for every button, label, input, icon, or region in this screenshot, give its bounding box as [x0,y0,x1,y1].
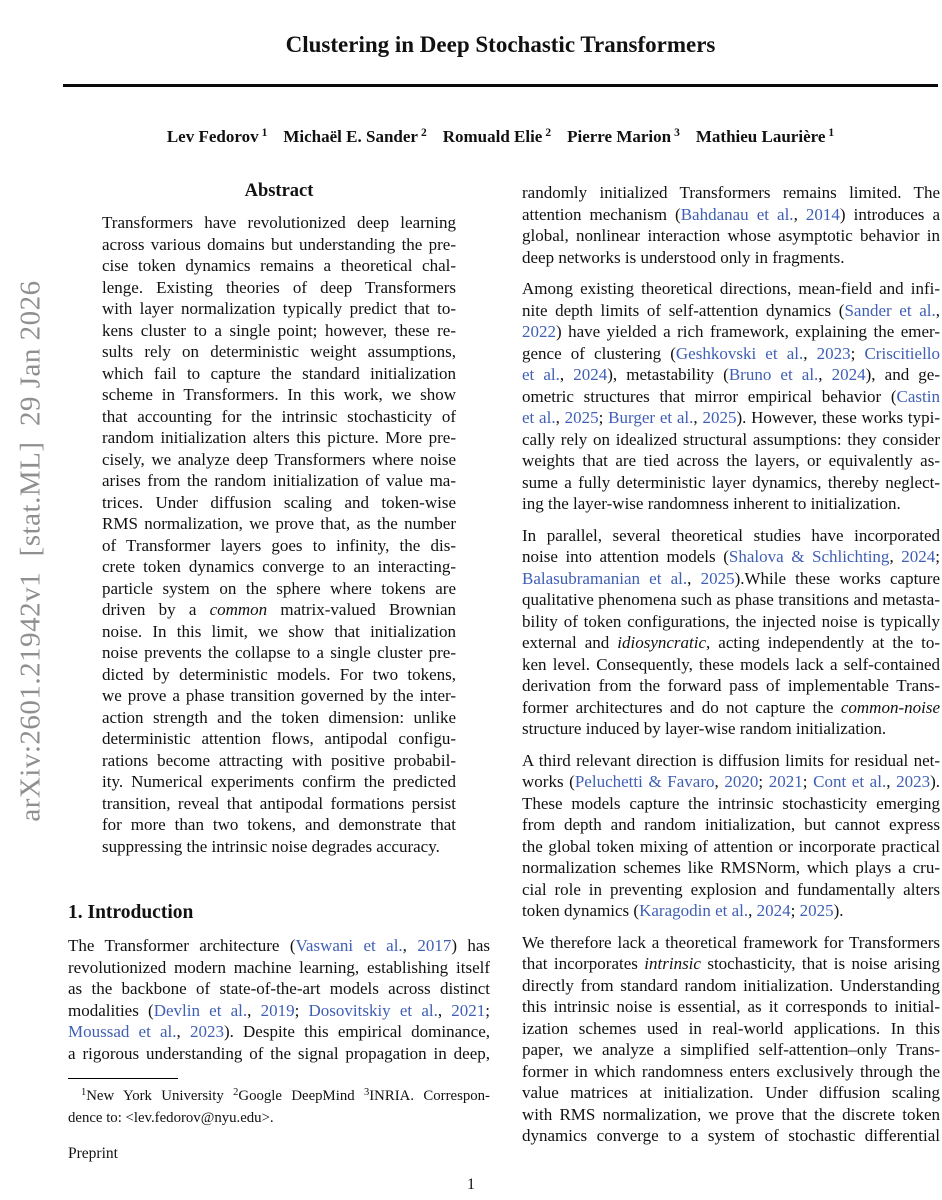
text-line: driven by a common matrix-valued Brownian [102,600,456,619]
emphasis-text: idiosyncratic [617,633,707,652]
paragraph [522,750,940,922]
citation-link[interactable]: 2023 [189,1022,224,1041]
text-line: crete token dynamics converge to an interacting- [102,557,456,576]
citation-link[interactable]: 2024 [756,901,791,920]
citation-link[interactable]: Burger et al. [608,408,694,427]
citation-link[interactable]: 2025 [799,901,834,920]
text-line: ometric structures that mirror empirical behavior (Castin [522,386,940,406]
citation-link[interactable]: 2014 [805,204,840,224]
emphasis-text: intrinsic [644,954,701,973]
citation-link[interactable]: Vaswani et al. [295,936,403,955]
text-line: revolutionized modern machine learning, establishing itself [68,957,490,977]
text-line: modalities (Devlin et al., 2019; Dosovitskiy et al., 2021; [68,1000,491,1020]
text-line: A third relevant direction is diffusion limits for residual net- [522,750,940,770]
text-line: this intrinsic noise is essential, as it corresponds to initial- [522,997,940,1016]
citation-link[interactable]: 2025 [702,408,737,427]
citation-link[interactable]: Moussad et al. [68,1022,177,1041]
text-line: Moussad et al., 2023). Despite this empirical dominance, [68,1022,491,1041]
citation-link[interactable]: 2019 [260,1000,295,1020]
citation-link[interactable]: 2024 [901,547,936,566]
text-line: dynamics converge to a system of stochastic differential [522,1126,940,1145]
citation-link[interactable]: 2023 [896,772,931,791]
text-line: structure induced by layer-wise random initialization. [522,719,887,738]
text-line: sults rely on deterministic weight assumptions, [102,342,456,361]
text-line: Among existing theoretical directions, mean-field and infi- [522,279,940,298]
citation-link[interactable]: Devlin et al. [153,1000,248,1020]
text-line: rations become attracting with positive probabil- [102,750,456,770]
section-heading-introduction: 1. Introduction [68,902,194,923]
paragraph [522,525,940,740]
text-line: weights that are tied across the layers, or equivalently as- [522,451,940,470]
text-line: randomly initialized Transformers remains limited. The [522,183,940,202]
citation-link[interactable]: Bruno et al. [728,365,819,384]
citation-link[interactable]: et al. [522,365,560,384]
text-line: value matrices at initialization. Under diffusion scaling [522,1083,940,1102]
text-line: Balasubramanian et al., 2025).While these works capture [522,568,941,588]
text-line: $^1$New York University $^2$Google DeepMind $^3$INRIA. Correspon- [81,1087,490,1104]
text-line: noise. In this limit, we show that initialization [102,621,456,641]
left-column [68,180,490,1064]
author-affiliation-sup: 3 [674,127,680,139]
text-line: particle system on the sphere where tokens are [102,578,456,598]
citation-link[interactable]: Dosovitskiy et al. [308,1000,438,1020]
text-line: of Transformer layers goes to infinity, the dis- [102,535,456,555]
text-line: derivation from the forward pass of implementable Trans- [522,676,940,695]
text-line: with RMS normalization, we prove that the discrete token [522,1104,940,1124]
text-line: ing the layer-wise randomness inherent to initialization. [522,494,901,513]
footnote-text [68,1086,490,1129]
text-line: et al., 2025; Burger et al., 2025). However, these works typi- [522,408,940,427]
text-line: ken level. Consequently, these models lack a self-contained [522,654,940,674]
author [696,127,834,146]
citation-link[interactable]: 2017 [417,936,452,955]
text-line: noise prevents the collapse to a single cluster pre- [102,643,456,662]
paper-title: Clustering in Deep Stochastic Transformers [285,32,716,57]
text-line: global, nonlinear interaction whose asymptotic behavior in [522,226,940,245]
author-name: Romuald Elie [442,127,543,146]
text-line: cisely, we analyze deep Transformers where noise [102,449,456,469]
citation-link[interactable]: 2021 [768,772,803,791]
text-line: with layer normalization typically predict that to- [102,299,456,318]
citation-link[interactable]: Sander et al. [844,300,936,320]
text-line: directly from standard random initialization. Understanding [522,975,940,995]
text-line: dicted by deterministic models. For two tokens, [102,664,456,684]
emphasis-text: common [209,600,268,619]
citation-link[interactable]: 2024 [831,365,866,384]
text-line: we prove a phase transition governed by the inter- [102,686,456,705]
footnote-rule [68,1078,178,1079]
text-line: noise into attention models (Shalova & Schlichting, 2024; [522,547,940,566]
author-affiliation-sup: 2 [420,127,427,139]
text-line: trices. Under diffusion scaling and token-wise [102,492,456,512]
text-line: former in which randomness enters exclusively through the [522,1061,940,1081]
text-line: In parallel, several theoretical studies have incorporated [522,525,940,545]
author [167,127,268,146]
text-line: Transformers have revolutionized deep learning [102,213,456,232]
footnote-block [68,1078,490,1163]
citation-link[interactable]: 2021 [451,1000,486,1020]
paragraph [522,278,940,515]
text-line: gence of clustering (Geshkovski et al., 2023; Criscitiello [522,343,941,363]
page-number: 1 [467,1176,475,1193]
citation-link[interactable]: 2025 [700,568,735,588]
text-line: bility of token configurations, the injected noise is typically [522,611,940,631]
text-line: We therefore lack a theoretical framework for Transformers [522,932,940,952]
text-line: works (Peluchetti & Favaro, 2020; 2021; Cont et al., 2023). [522,772,941,791]
text-line: RMS normalization, we prove that, as the number [102,514,456,533]
text-line: deterministic attention flows, antipodal configu- [102,729,456,748]
superscript: 2 [233,1087,239,1098]
paragraph [522,182,940,268]
author [283,127,426,146]
citation-link[interactable]: Geshkovski et al. [675,343,804,363]
citation-link[interactable]: Shalova & Schlichting [728,547,890,566]
text-line: transition, reveal that antipodal formations persist [102,793,456,813]
citation-link[interactable]: Castin [896,386,940,406]
author-affiliation-sup: 1 [828,127,835,139]
text-line: a rigorous understanding of the signal propagation in deep, [68,1043,490,1063]
text-line: attention mechanism (Bahdanau et al., 2014) introduces a [522,204,941,224]
text-line: ity. Numerical experiments confirm the predicted [102,772,456,791]
text-line: suppressing the intrinsic noise degrades accuracy. [102,836,440,856]
text-line: the global token mixing of attention or incorporate practical [522,836,940,856]
citation-link[interactable]: 2024 [573,365,608,384]
text-line: paper, we analyze a simplified self-attention–only Trans- [522,1040,940,1059]
text-line: action strength and the token dimension: unlike [102,707,456,727]
citation-link[interactable]: 2022 [522,322,556,341]
text-line: cial role in preventing explosion and fundamentally alters [522,879,940,899]
text-line: normalization schemes like RMSNorm, which plays a cru- [522,858,940,877]
author-name: Pierre Marion [567,127,672,146]
citation-link[interactable]: Peluchetti & Favaro [574,772,715,791]
text-line: external and idiosyncratic, acting independently at the to- [522,633,941,652]
author-name: Lev Fedorov [166,127,259,146]
text-line: ization schemes used in real-world applications. In this [522,1018,940,1038]
text-line: across various domains but understanding the pre- [102,234,456,254]
citation-link[interactable]: Bahdanau et al. [680,204,794,224]
text-line: former architectures and do not capture the common-noise [522,697,940,717]
text-line: deep networks is understood only in fragments. [522,247,845,267]
preprint-label: Preprint [68,1145,118,1162]
text-line: cise token dynamics remains a theoretical chal- [102,256,456,275]
citation-link[interactable]: et al. [522,408,556,427]
author [443,127,551,146]
text-line: random initialization alters this picture. More pre- [102,428,456,447]
text-line: that incorporates intrinsic stochasticity, that is noise arising [522,954,940,973]
text-line: for more than two tokens, and demonstrate that [102,815,456,834]
arxiv-stamp: arXiv:2601.21942v1 [stat.ML] 29 Jan 2026 [14,280,47,822]
text-line: dence to: <lev.fedorov@nyu.edu>. [68,1110,274,1126]
introduction-paragraph [68,935,490,1064]
text-line: The Transformer architecture (Vaswani et al., 2017) has [68,936,491,955]
text-line: as the backbone of state-of-the-art models across distinct [68,979,490,998]
authors-line [63,126,938,150]
text-line: from depth and random initialization, but cannot express [522,815,940,834]
citation-link[interactable]: Cont et al. [813,772,887,791]
emphasis-text: common-noise [840,697,940,717]
citation-link[interactable]: 2025 [564,408,599,427]
superscript: 1 [81,1087,87,1098]
abstract-text [102,212,456,857]
text-line: arises from the random initialization of value ma- [102,471,456,490]
text-line: cally rely on idealized structural assumptions: they consider [522,429,940,449]
author [567,127,680,146]
citation-link[interactable]: Karagodin et al. [639,901,749,920]
text-line: sume a fully deterministic layer dynamics, thereby neglect- [522,472,940,492]
text-line: that accounting for the intrinsic stochasticity of [102,406,456,426]
author-name: Mathieu Laurière [695,127,826,146]
text-line: 2022) have yielded a rich framework, explaining the emer- [522,322,940,341]
citation-link[interactable]: 2020 [724,772,759,791]
text-line: which fail to capture the standard initialization [102,363,456,383]
text-line: These models capture the intrinsic stochasticity emerging [522,793,940,813]
abstract-heading: Abstract [244,181,314,201]
citation-link[interactable]: Balasubramanian et al. [522,568,688,588]
author-affiliation-sup: 2 [545,127,552,139]
superscript: 3 [364,1087,370,1098]
text-line: token dynamics (Karagodin et al., 2024; 2025). [522,901,844,920]
paragraph [522,932,940,1147]
text-line: kens cluster to a single point; however, these re- [102,320,456,340]
citation-link[interactable]: 2023 [816,343,851,363]
text-line: qualitative phenomena such as phase transitions and metasta- [522,590,940,609]
right-column [522,182,940,1157]
title-rule [63,84,938,87]
author-name: Michaël E. Sander [283,127,418,146]
text-line: et al., 2024), metastability (Bruno et al., 2024), and ge- [522,365,940,384]
text-line: lenge. Existing theories of deep Transformers [102,277,456,297]
text-line: nite depth limits of self-attention dynamics (Sander et al., [522,300,940,320]
citation-link[interactable]: Criscitiello [864,343,941,363]
author-affiliation-sup: 1 [261,127,268,139]
text-line: scheme in Transformers. In this work, we show [102,385,456,404]
